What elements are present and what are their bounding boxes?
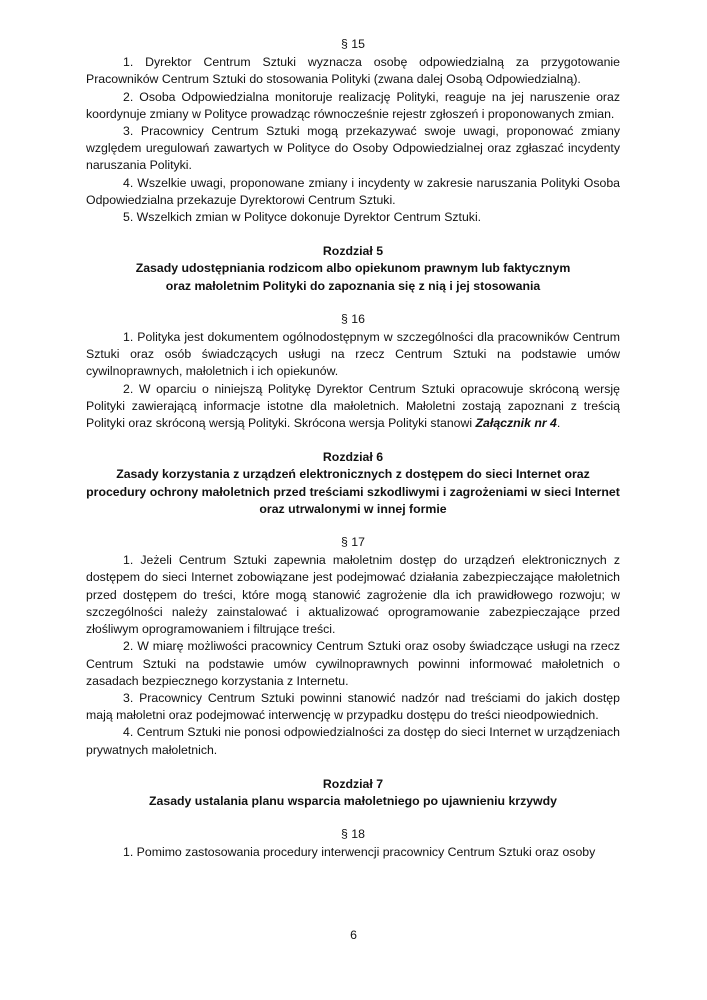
chapter-5-title: Rozdział 5 (322, 244, 384, 259)
section-15-paragraph-4: 4. Wszelkie uwagi, proponowane zmiany i incydenty w zakresie naruszania Polityki Osoba Odpowiedzialna przekazuje Dyrektorowi Centrum Sztuki. (86, 175, 620, 207)
section-16-heading: § 16 (341, 311, 365, 326)
chapter-5-subtitle-line-1: Zasady udostępniania rodzicom albo opiekunom prawnym lub faktycznym (135, 261, 571, 276)
section-18-heading: § 18 (341, 827, 365, 842)
section-17-paragraph-4: 4. Centrum Sztuki nie ponosi odpowiedzialności za dostęp do sieci Internet w urządzeniach prywatnych małoletnich. (86, 725, 620, 757)
appendix-reference: Załącznik nr 4 (475, 416, 557, 431)
section-17-paragraph-3: 3. Pracownicy Centrum Sztuki powinni stanowić nadzór nad treściami do jakich dostęp mają małoletni oraz podejmować interwencję w przypadku dostępu do treści nieodpowiednich. (86, 690, 620, 723)
section-16-paragraph-1: 1. Polityka jest dokumentem ogólnodostępnym w szczególności dla pracowników Centrum Sztuki oraz osób świadczących usługi na rzecz Centrum Sztuki na podstawie umów cywilnoprawnych, małoletnich i ich opiekunów. (86, 330, 620, 379)
section-16-paragraph-2-text: 2. W oparciu o niniejszą Politykę Dyrektor Centrum Sztuki opracowuje skróconą wersję Polityki zawierającą informacje istotne dla małoletnich. Małoletni zostają zapoznani z treścią Polityki oraz skróconą wersją Polityki. Skrócona wersja Polityki stanowi (86, 381, 620, 431)
chapter-6-title: Rozdział 6 (322, 450, 384, 465)
section-16-paragraph-2-end: . (556, 416, 561, 431)
section-17-heading: § 17 (341, 535, 365, 550)
section-15-paragraph-2: 2. Osoba Odpowiedzialna monitoruje realizację Polityki, reaguje na jej naruszenie oraz koordynuje zmiany w Polityce prowadząc równocześnie rejestr zgłoszeń i proponowanych zmian. (86, 89, 620, 121)
section-15-heading: § 15 (341, 37, 365, 51)
section-17-paragraph-1: 1. Jeżeli Centrum Sztuki zapewnia małoletnim dostęp do urządzeń elektronicznych z dostępem do sieci Internet zobowiązane jest podejmować działania zabezpieczające małoletnich przed dostępem do treści, które mogą stanowić zagrożenie dla ich prawidłowego rozwoju; w szczególności należy zainstalować i aktualizować oprogramowanie zabezpieczające przed złośliwym oprogramowaniem i filtrujące treści. (86, 553, 620, 637)
document-page (86, 36, 620, 862)
chapter-7-title: Rozdział 7 (322, 776, 384, 791)
chapter-6-subtitle: Zasady korzystania z urządzeń elektronicznych z dostępem do sieci Internet oraz procedury ochrony małoletnich przed treściami szkodliwymi i zagrożeniami w sieci Internet oraz utrwalonymi w innej formie (86, 467, 620, 516)
section-16-paragraph-2 (86, 381, 620, 433)
section-15-paragraph-3: 3. Pracownicy Centrum Sztuki mogą przekazywać swoje uwagi, proponować zmiany względem uregulowań zawartych w Polityce do Osoby Odpowiedzialnej oraz zgłaszać incydenty naruszania Polityki. (86, 124, 620, 173)
section-15-paragraph-5: 5. Wszelkich zmian w Polityce dokonuje Dyrektor Centrum Sztuki. (123, 210, 482, 225)
section-15-paragraph-1: 1. Dyrektor Centrum Sztuki wyznacza osobę odpowiedzialną za przygotowanie Pracowników Centrum Sztuki do stosowania Polityki (zwana dalej Osobą Odpowiedzialną). (86, 55, 620, 87)
chapter-7-subtitle: Zasady ustalania planu wsparcia małoletniego po ujawnieniu krzywdy (149, 793, 557, 808)
page-number: 6 (350, 928, 357, 942)
section-17-paragraph-2: 2. W miarę możliwości pracownicy Centrum Sztuki oraz osoby świadczące usługi na rzecz Centrum Sztuki na podstawie umów cywilnoprawnych powinni informować małoletnich o zasadach bezpiecznego korzystania z Internetu. (86, 639, 620, 688)
section-18-paragraph-1: 1. Pomimo zastosowania procedury interwencji pracownicy Centrum Sztuki oraz osoby (123, 845, 596, 860)
chapter-5-subtitle-line-2: oraz małoletnim Polityki do zapoznania się z nią i jej stosowania (165, 278, 541, 293)
